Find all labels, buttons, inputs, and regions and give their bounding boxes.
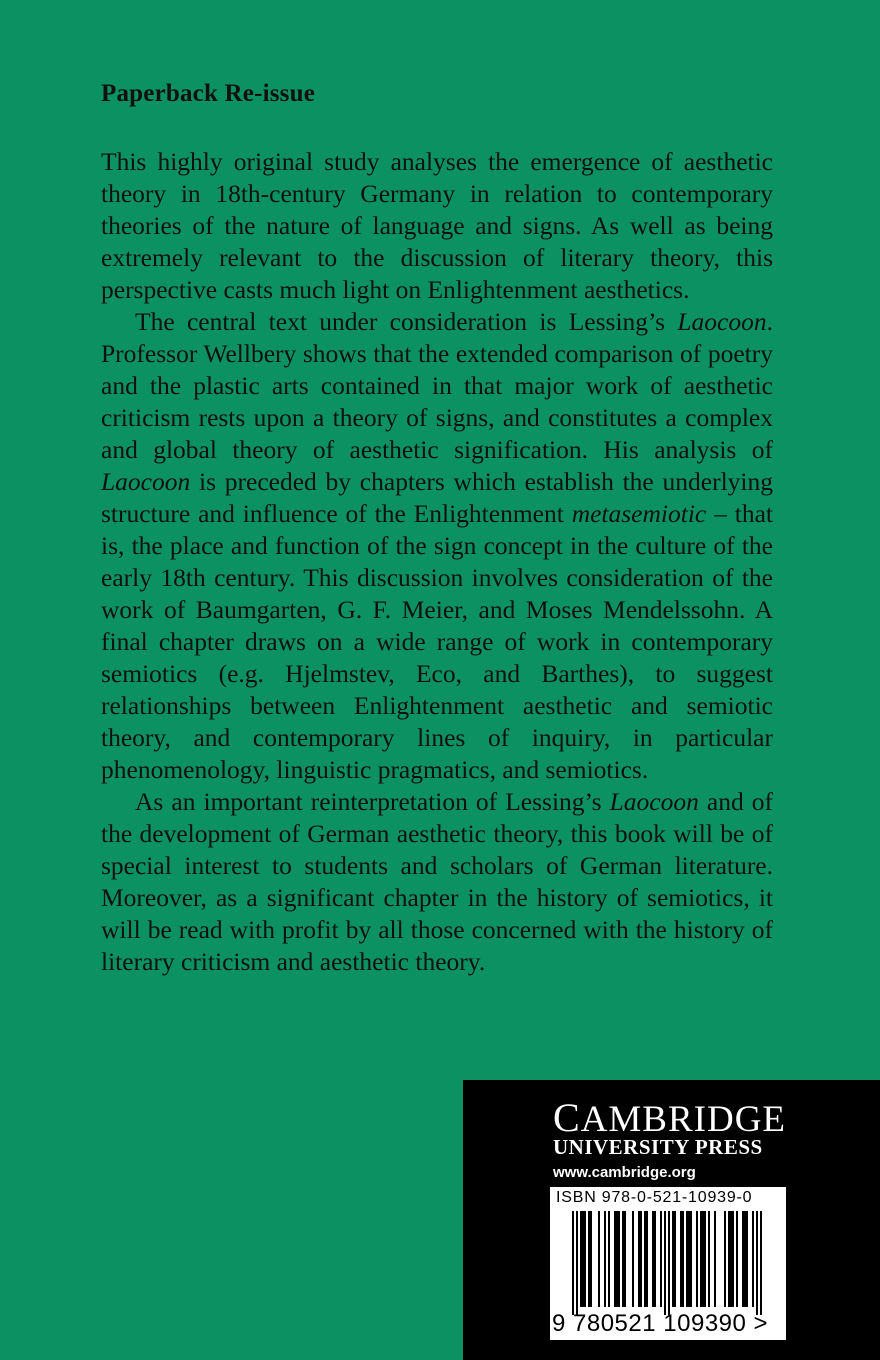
text-run: – that is, the place and function of the sign concept in the culture of the early 18th century. This discussion involves consideration of the work of Baumgarten, G. F. Meier, and Moses Mendelssohn. A final chapter draws on a wide range of work in contemporary semiotics (e.g. Hjelmstev, Eco, and Barthes), to suggest relationships between Enlightenment aesthetic and semiotic theory, and contemporary lines of inquiry, in particular phenomenology, linguistic pragmatics, and semiotics. [101, 499, 773, 784]
barcode-bar [746, 1211, 748, 1307]
barcode-bar [664, 1211, 666, 1315]
text-run: This highly original study analyses the emergence of aesthetic theory in 18th-century Germany in relation to contemporary theories of the nature of language and signs. As well as being extremely relevant to the discussion of literary theory, this perspective casts much light on Enlightenment aesthetics. [101, 147, 773, 304]
barcode-bar [646, 1211, 648, 1307]
italic-title: Laocoon [609, 787, 699, 816]
barcode-bar [724, 1211, 726, 1307]
publisher-subtitle: UNIVERSITY PRESS [553, 1135, 763, 1159]
barcode-bar [582, 1211, 584, 1307]
barcode-bar [572, 1211, 574, 1315]
barcode-bar [702, 1211, 704, 1307]
barcode-bar [622, 1211, 624, 1307]
barcode-bar [584, 1211, 586, 1307]
barcode-bar [730, 1211, 732, 1307]
barcode-bar [736, 1211, 738, 1307]
barcode-bar [682, 1211, 684, 1307]
barcode-bar [704, 1211, 706, 1307]
barcode-bar [660, 1211, 662, 1307]
barcode-bar [728, 1211, 730, 1307]
barcode-bar [760, 1211, 762, 1315]
barcode-bar [614, 1211, 616, 1307]
barcode-bar [732, 1211, 734, 1307]
barcode-digits: 9 780521 109390 > [552, 1310, 769, 1337]
barcode-bar [598, 1211, 600, 1307]
barcode-bar [742, 1211, 744, 1307]
text-run: and of the development of German aesthetic theory, this book will be of special interest to students and scholars of German literature. Moreover, as a significant chapter in the history of semiotics, it will be read with profit by all those concerned with the history of literary criticism and aesthetic theory. [101, 787, 773, 976]
barcode-bar [756, 1211, 758, 1315]
barcode-bar [696, 1211, 698, 1307]
barcode-bar [688, 1211, 690, 1307]
blurb-paragraph-2 [101, 306, 773, 786]
text-run: The central text under consideration is Lessing’s [135, 307, 678, 336]
italic-title: metasemiotic [571, 499, 707, 528]
blurb-paragraph-3 [101, 786, 773, 978]
text-run: . Professor Wellbery shows that the extended comparison of poetry and the plastic arts contained in that major work of aesthetic criticism rests upon a theory of signs, and constitutes a complex and global theory of aesthetic signification. His analysis of [101, 307, 773, 464]
italic-title: Laocoon [677, 307, 767, 336]
barcode-bar [638, 1211, 640, 1307]
barcode-bar [708, 1211, 710, 1307]
cover-heading: Paperback Re-issue [101, 80, 316, 107]
barcode-bar [652, 1211, 654, 1307]
barcode-bar [680, 1211, 682, 1307]
barcode-bar [744, 1211, 746, 1307]
barcode-bar [608, 1211, 610, 1307]
barcode-bar [668, 1211, 670, 1315]
blurb-text [101, 146, 773, 978]
barcode-bar [674, 1211, 676, 1307]
barcode-bar [714, 1211, 716, 1307]
barcode-bar [580, 1211, 582, 1307]
publisher-block [463, 1080, 880, 1360]
barcode-bar [686, 1211, 688, 1307]
barcode-bar [700, 1211, 702, 1307]
barcode-bar [640, 1211, 642, 1307]
barcode-bar [624, 1211, 626, 1307]
blurb-paragraph-1 [101, 146, 773, 306]
barcode-bar [690, 1211, 692, 1307]
publisher-url: www.cambridge.org [553, 1164, 696, 1181]
barcode-bar [604, 1211, 606, 1307]
barcode-bar [616, 1211, 618, 1307]
italic-title: Laocoon [101, 467, 191, 496]
barcode-bar [632, 1211, 634, 1307]
isbn-barcode [550, 1187, 786, 1340]
barcode-bar [672, 1211, 674, 1307]
barcode-bar [644, 1211, 646, 1307]
text-run: is preceded by chapters which establish the underlying structure and influence of the Enlightenment [101, 467, 773, 528]
barcode-bar [590, 1211, 592, 1307]
barcode-bar [588, 1211, 590, 1307]
text-run: As an important reinterpretation of Lessing’s [135, 787, 610, 816]
barcode-bar [618, 1211, 620, 1307]
barcode-bar [576, 1211, 578, 1315]
barcode-bar [752, 1211, 754, 1307]
barcode-bar [654, 1211, 656, 1307]
isbn-label: ISBN 978-0-521-10939-0 [556, 1189, 753, 1206]
publisher-logo-name: CAMBRIDGE [553, 1095, 787, 1140]
